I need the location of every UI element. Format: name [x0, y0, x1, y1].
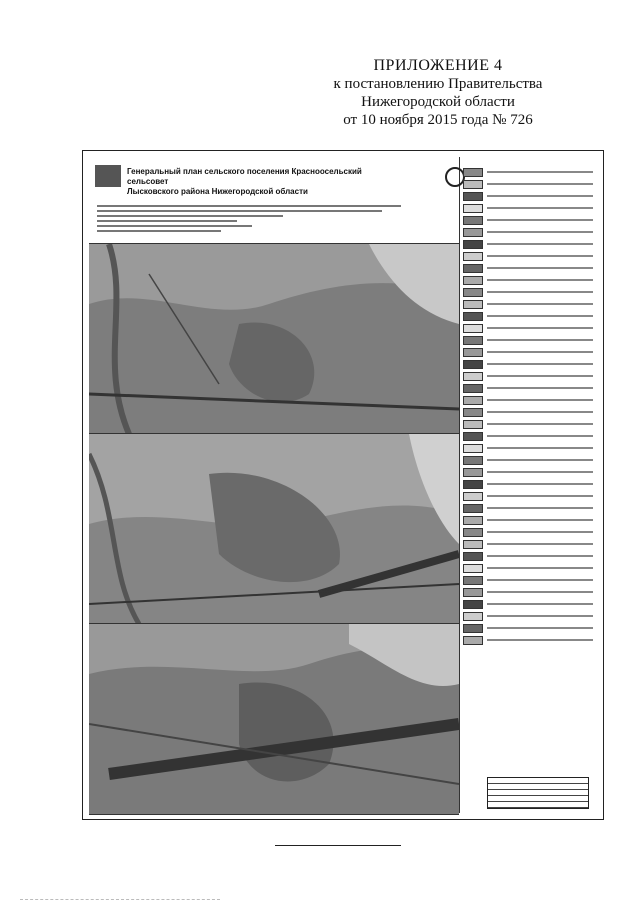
legend-item [463, 383, 593, 393]
legend-item [463, 443, 593, 453]
legend-item [463, 395, 593, 405]
map-legend [463, 157, 593, 813]
emblem-icon [95, 165, 121, 187]
legend-item [463, 359, 593, 369]
page-footer-mark [20, 899, 220, 901]
map-panel-3 [89, 623, 459, 815]
map-caption-text [97, 205, 407, 235]
legend-item [463, 263, 593, 273]
legend-item [463, 191, 593, 201]
legend-item [463, 479, 593, 489]
legend-item [463, 611, 593, 621]
map-title-line-2: Лысковского района Нижегородской области [127, 187, 308, 196]
legend-item [463, 563, 593, 573]
legend-item [463, 539, 593, 549]
legend-item [463, 179, 593, 189]
legend-item [463, 371, 593, 381]
legend-item [463, 323, 593, 333]
map-sheet [82, 150, 604, 820]
appendix-number: ПРИЛОЖЕНИЕ 4 [373, 57, 503, 74]
legend-item [463, 587, 593, 597]
legend-item [463, 575, 593, 585]
legend-item [463, 167, 593, 177]
legend-item [463, 287, 593, 297]
legend-item [463, 491, 593, 501]
map-title [127, 167, 377, 197]
legend-item [463, 455, 593, 465]
north-arrow-icon [445, 167, 465, 187]
legend-item [463, 275, 593, 285]
legend-item [463, 299, 593, 309]
legend-item [463, 599, 593, 609]
legend-item [463, 527, 593, 537]
region-name: Нижегородской области [361, 94, 515, 110]
legend-item [463, 431, 593, 441]
legend-item [463, 419, 593, 429]
legend-item [463, 551, 593, 561]
legend-item [463, 503, 593, 513]
legend-title [463, 159, 593, 167]
document-heading [288, 57, 588, 129]
legend-item [463, 335, 593, 345]
legend-item [463, 623, 593, 633]
map-panel-2 [89, 433, 459, 625]
legend-item [463, 227, 593, 237]
resolution-date: от 10 ноября 2015 года № 726 [343, 112, 533, 128]
map-title-block [93, 161, 453, 241]
legend-item [463, 251, 593, 261]
resolution-reference: к постановлению Правительства [333, 76, 543, 92]
legend-item [463, 347, 593, 357]
legend-item [463, 203, 593, 213]
legend-item [463, 467, 593, 477]
legend-item [463, 215, 593, 225]
legend-item [463, 407, 593, 417]
legend-item [463, 635, 593, 645]
title-block-stamp [487, 777, 589, 809]
signature-line [275, 845, 401, 846]
map-area [89, 157, 460, 813]
legend-item [463, 239, 593, 249]
legend-item [463, 311, 593, 321]
map-panel-1 [89, 243, 459, 435]
map-title-line-1: Генеральный план сельского поселения Красноосельский сельсовет [127, 167, 362, 186]
legend-item [463, 515, 593, 525]
